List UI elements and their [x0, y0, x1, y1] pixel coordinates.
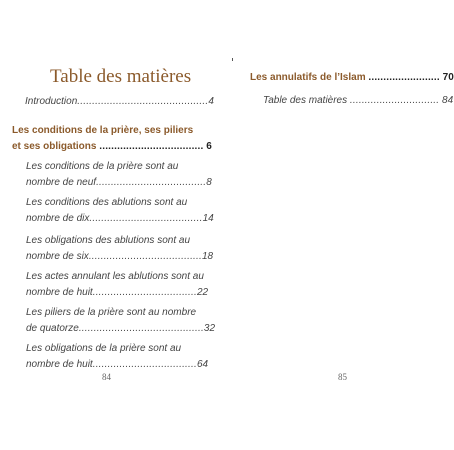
section-label: Les annulatifs de l’Islam	[250, 72, 366, 83]
leader-dots: ............................................	[77, 96, 209, 107]
page-number-right: 85	[338, 372, 347, 382]
entry-label-line2: nombre de huit	[26, 359, 93, 370]
toc-entry-line2	[26, 358, 208, 372]
toc-entry-line2	[26, 286, 208, 300]
left-page	[0, 0, 225, 450]
entry-label: Table des matières	[263, 95, 348, 106]
entry-label: Introduction	[25, 96, 78, 107]
leader-dots: .....................................	[96, 177, 207, 188]
page-number-left: 84	[102, 372, 111, 382]
toc-section-annulatifs	[250, 71, 454, 85]
toc-title: Table des matières	[50, 66, 192, 87]
entry-page: 32	[203, 323, 216, 334]
entry-label-line2: nombre de dix	[26, 213, 90, 224]
entry-page: 18	[202, 251, 214, 262]
toc-entry-line1: Les conditions de la prière sont au	[26, 161, 179, 172]
right-page	[225, 0, 454, 450]
entry-page: 4	[208, 96, 214, 107]
toc-entry-table-des-matieres	[263, 94, 453, 108]
toc-entry-line2	[26, 212, 214, 226]
section-label-line2: et ses obligations	[12, 141, 97, 152]
leader-dots: ...................................	[99, 141, 204, 152]
toc-entry-introduction	[25, 95, 214, 109]
section-label-line1: Les conditions de la prière, ses piliers	[12, 125, 194, 136]
entry-label-line2: nombre de neuf	[26, 177, 97, 188]
entry-page: 64	[196, 359, 209, 370]
toc-section-line1	[12, 124, 193, 138]
leader-dots: ..............................	[349, 95, 440, 106]
toc-entry-line1: Les piliers de la prière sont au nombre	[26, 307, 197, 318]
toc-entry-line2	[26, 176, 212, 190]
toc-entry-line2	[26, 322, 215, 336]
toc-entry-line2	[26, 250, 213, 264]
leader-dots: ...................................	[92, 287, 197, 298]
entry-page: 8	[206, 177, 212, 188]
entry-page: 14	[202, 213, 214, 224]
entry-page: 84	[442, 95, 454, 106]
entry-label-line2: nombre de huit	[26, 287, 93, 298]
leader-dots: ...................................	[92, 359, 197, 370]
toc-entry-line1: Les conditions des ablutions sont au	[26, 197, 188, 208]
leader-dots: ..........................................	[78, 323, 204, 334]
toc-entry-line1: Les obligations des ablutions sont au	[26, 235, 191, 246]
entry-label-line2: nombre de six	[26, 251, 89, 262]
section-page: 6	[206, 141, 212, 152]
section-page: 70	[442, 72, 454, 83]
leader-dots: ........................	[368, 72, 440, 83]
leader-dots: ......................................	[88, 251, 202, 262]
leader-dots: ......................................	[89, 213, 203, 224]
toc-entry-line1: Les obligations de la prière sont au	[26, 343, 182, 354]
entry-label-line2: de quatorze	[26, 323, 79, 334]
entry-page: 22	[196, 287, 209, 298]
toc-entry-line1: Les actes annulant les ablutions sont au	[26, 271, 204, 282]
toc-section-line2	[12, 140, 212, 154]
